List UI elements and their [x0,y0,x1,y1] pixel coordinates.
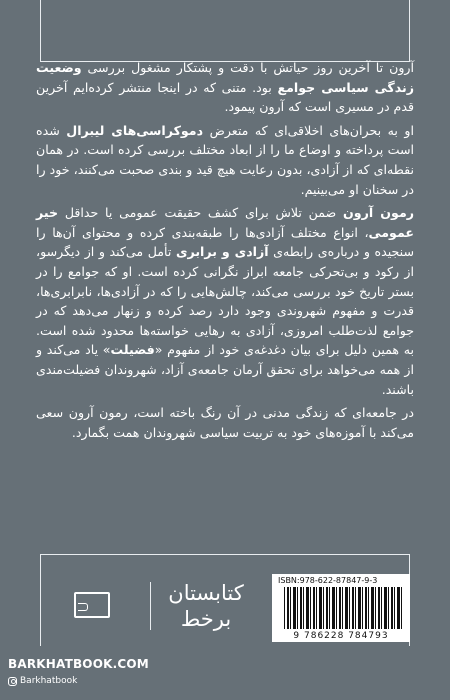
text-run: تأمل می‌کند و از دیگرسو، از رکود و بی‌تحرکی جامعه ابراز نگرانی کرده است. او که جوامع را در بستر تاریخ خود بررسی می‌کند، چالش‌هایی را که در آزادی‌ها، نابرابری‌ها، قدرت و مفهوم شهروندی وجود دارد رصد کرده و زنهار می‌دهد که در جوامع لذت‌طلب امروزی، آزادی به رهایی خواسته‌ها محدود شده است. به همین دلیل برای بیان دغدغه‌ی خود از مفهوم « [36,244,414,358]
social-handle: Barkhatbook [20,676,78,686]
barcode-panel [272,574,410,642]
publisher-logo [52,585,132,625]
blurb-paragraph [36,403,414,442]
text-run: شده است پرداخته و اوضاع ما را از ابعاد مختلف بررسی کرده است. در همان نقطه‌ای که از آزادی، بدون رعایت هیچ قید و بندی صحبت می‌کنند، خود را در سخنان او می‌بینیم. [36,122,414,197]
barcode-bars [284,587,404,629]
book-frame-icon [74,592,110,618]
text-run: بود. متنی که در اینجا منتشر کرده‌ایم آخرین قدم در مسیری است که آرون پیمود. [36,79,414,115]
text-run: ضمن تلاش برای کشف حقیقت عمومی یا حداقل [58,205,344,221]
publisher-name-line2: برخط [180,607,232,631]
publisher-name-line1: کتابستان [168,581,244,605]
isbn-text: ISBN:978-622-87847-9-3 [278,576,378,585]
publisher-website: BARKHATBOOK.COM [8,657,149,671]
back-cover-blurb [36,58,414,446]
text-run: آرون تا آخرین روز حیاتش با دقت و پشتکار مشغول بررسی [81,60,414,75]
blurb-paragraph [36,58,414,117]
barcode-number: 9 786228 784793 [293,631,389,641]
emphasis-phrase: خیر عمومی [36,205,414,240]
emphasis-phrase: وضعیت زندگی سیاسی جوامع [36,60,414,95]
emphasis-phrase: رمون آرون [343,205,414,221]
logo-divider [150,582,151,630]
social-handle-row [8,676,77,686]
text-run: در جامعه‌ای که زندگی مدنی در آن رنگ باخته است، رمون آرون سعی می‌کند با آموزه‌های خود به تربیت سیاسی شهروندان همت بگمارد. [36,405,414,440]
text-run: ، انواع مختلف آزادی‌ها را طبقه‌بندی کرده و محتوای آن‌ها را سنجیده و درباره‌ی رابطه‌ی [36,224,414,260]
text-run: او به بحران‌های اخلاقی‌ای که متعرض [203,122,414,138]
emphasis-phrase: دموکراسی‌های لیبرال [66,122,204,138]
emphasis-phrase: آزادی و برابری [175,244,269,260]
publisher-name [156,580,256,632]
instagram-icon [8,677,17,686]
decorative-frame-top [40,0,410,62]
text-run: » یاد می‌کند و از همه می‌خواهد برای تحقق آرمان جامعه‌ی آزاد، شهروندان فضیلت‌مندی باشند. [36,342,414,397]
blurb-paragraph [36,121,414,199]
blurb-paragraph [36,203,414,399]
emphasis-phrase: فضیلت [110,342,155,358]
